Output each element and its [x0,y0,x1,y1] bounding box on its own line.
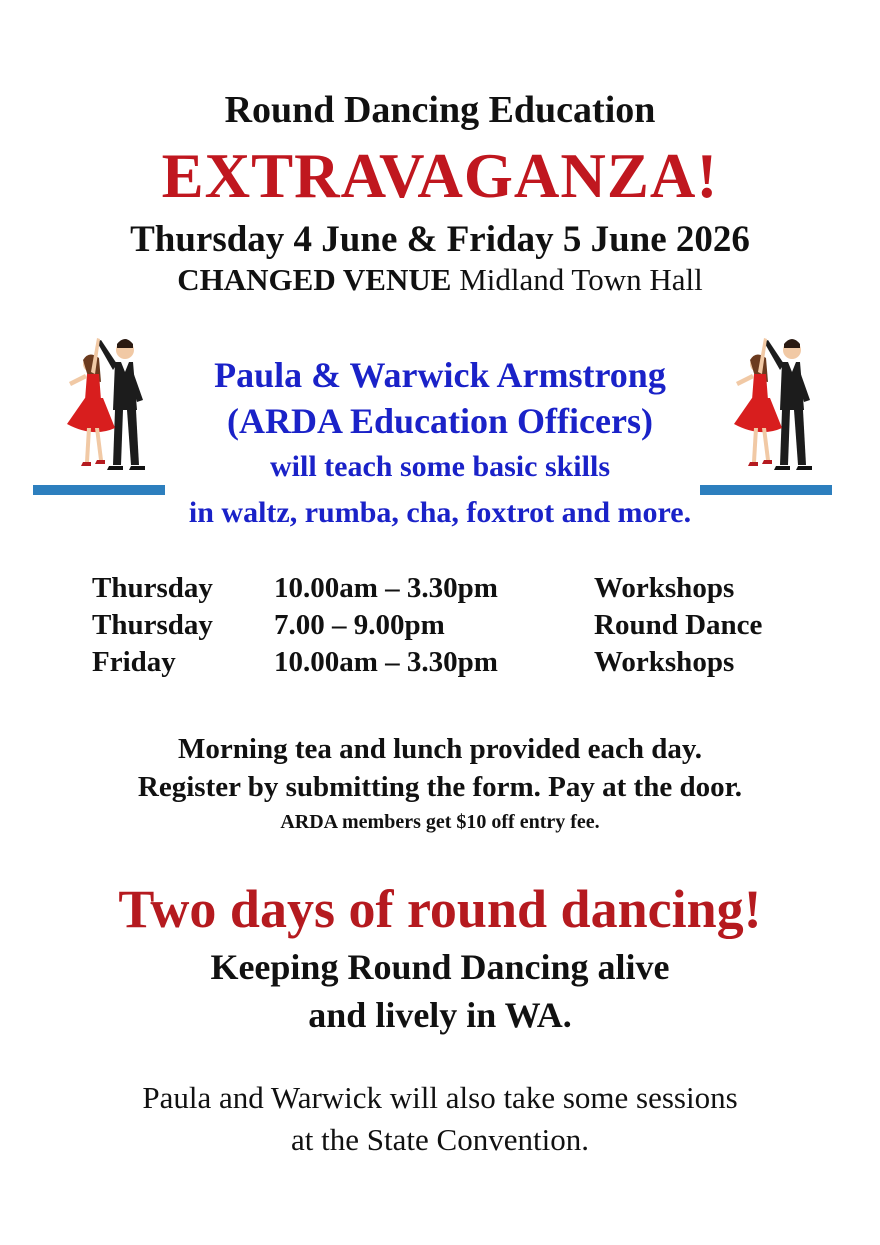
schedule-day: Friday [92,646,176,678]
schedule-activity: Workshops [594,646,735,678]
venue-name: Midland Town Hall [459,262,703,297]
teachers-block [0,352,880,536]
slogan-line2: and lively in WA. [308,995,572,1035]
venue-line [0,262,880,298]
teachers-dances: in waltz, rumba, cha, foxtrot and more. [188,496,692,529]
teachers-role: (ARDA Education Officers) [227,401,653,441]
schedule-time: 10.00am – 3.30pm [274,646,498,678]
schedule-day: Thursday [92,572,213,604]
convention-note-line2: at the State Convention. [291,1122,589,1157]
schedule-row [92,607,794,644]
schedule-time: 7.00 – 9.00pm [274,609,445,641]
schedule-time: 10.00am – 3.30pm [274,572,498,604]
event-title-line1: Round Dancing Education [224,89,656,131]
convention-note-line1: Paula and Warwick will also take some sessions [142,1080,738,1115]
venue-label: CHANGED VENUE [177,262,452,297]
teachers-description: will teach some basic skills [269,450,610,483]
event-title-main: EXTRAVAGANZA! [161,141,719,211]
teachers-names: Paula & Warwick Armstrong [214,355,666,395]
event-dates: Thursday 4 June & Friday 5 June 2026 [130,219,750,260]
member-discount-info: ARDA members get $10 off entry fee. [280,811,600,833]
registration-info: Register by submitting the form. Pay at the door. [137,771,743,803]
schedule-table [92,570,794,681]
schedule-day: Thursday [92,609,213,641]
schedule-activity: Round Dance [594,609,763,641]
slogan-line1: Keeping Round Dancing alive [210,947,670,987]
catering-info: Morning tea and lunch provided each day. [178,733,702,765]
tagline: Two days of round dancing! [118,879,762,939]
schedule-row [92,570,794,607]
schedule-activity: Workshops [594,572,735,604]
schedule-row [92,644,794,681]
